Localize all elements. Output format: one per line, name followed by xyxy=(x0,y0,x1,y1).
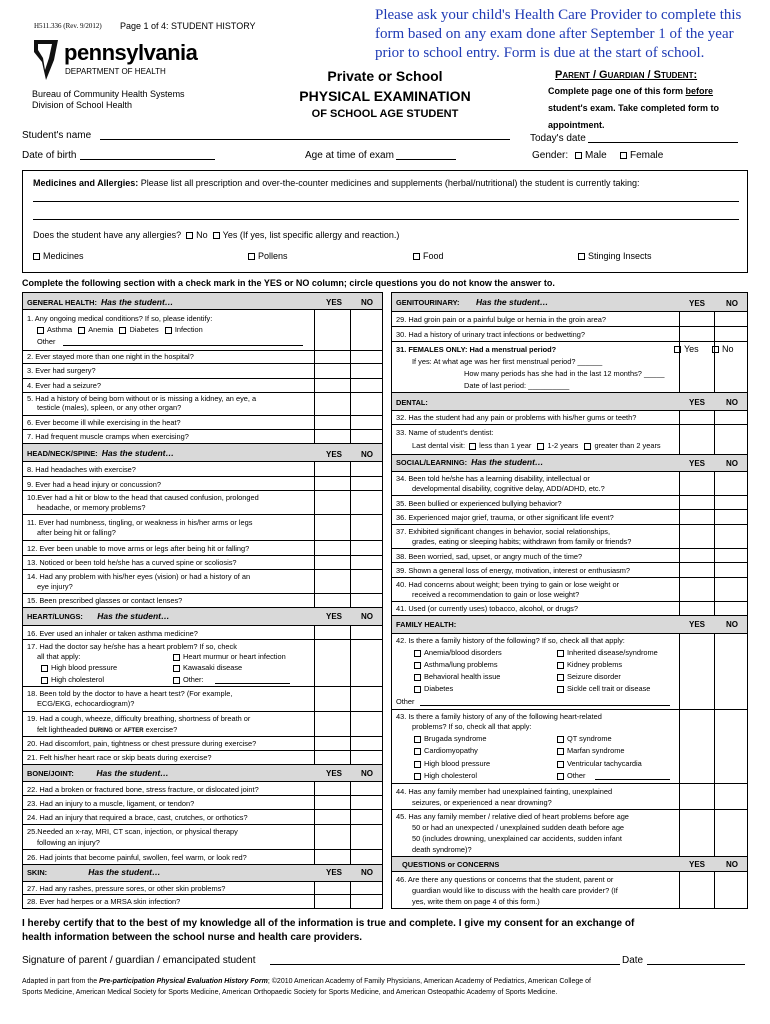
allergy-yes-label: Yes (If yes, list specific allergy and reaction.) xyxy=(222,230,400,240)
q31-no[interactable] xyxy=(712,344,734,354)
q17-opt[interactable] xyxy=(173,663,242,672)
q42-opt[interactable] xyxy=(557,672,621,681)
allergy-pollens[interactable] xyxy=(248,251,288,261)
pgs-before: before xyxy=(685,86,714,96)
q43-opt[interactable] xyxy=(414,734,486,743)
allergy-opt-label: Medicines xyxy=(43,251,84,261)
med-line-1[interactable] xyxy=(33,201,739,202)
sl-text: SOCIAL/LEARNING: xyxy=(396,458,468,467)
yes-col: YES xyxy=(688,459,705,468)
skin-label xyxy=(27,868,160,877)
q46: guardian would like to discuss with the health care provider? (If xyxy=(412,886,618,895)
q17-opt-label: High blood pressure xyxy=(51,663,118,672)
q33-opt: 1-2 years xyxy=(547,441,579,450)
med-line-2[interactable] xyxy=(33,219,739,220)
heart-lungs-label xyxy=(27,612,169,621)
logo-text: pennsylvania xyxy=(64,40,198,65)
q31-yes-label: Yes xyxy=(684,344,699,354)
dob-label: Date of birth xyxy=(22,150,77,161)
q2: 2. Ever stayed more than one night in the hospital? xyxy=(27,352,194,361)
division: Division of School Health xyxy=(32,100,133,110)
q37: grades, eating or sleeping habits; withdrawn from family or friends? xyxy=(412,537,632,546)
social-learning-label xyxy=(396,458,543,467)
q24: 24. Had an injury that required a brace, cast, crutches, or orthotics? xyxy=(27,813,248,822)
has-student: Has the student… xyxy=(471,457,544,467)
q43-opt-label: Ventricular tachycardia xyxy=(567,759,642,768)
adapted-pre: Adapted in part from the xyxy=(22,978,100,985)
q11: 11. Ever had numbness, tingling, or weakness in his/her arms or legs xyxy=(27,518,253,527)
dental-1to2-checkbox[interactable] xyxy=(537,443,544,450)
q1-opt: Infection xyxy=(174,325,203,334)
q15: 15. Been prescribed glasses or contact lenses? xyxy=(27,596,183,605)
q21: 21. Felt his/her heart race or skip beats during exercise? xyxy=(27,753,212,762)
q31: 31. FEMALES ONLY: Had a menstrual period? xyxy=(396,345,557,354)
questions-concerns-label: QUESTIONS or CONCERNS xyxy=(402,860,500,869)
q1: 1. Any ongoing medical conditions? If so, please identify: xyxy=(27,314,213,323)
logo-sub: DEPARTMENT OF HEALTH xyxy=(65,67,166,76)
title-2: PHYSICAL EXAMINATION xyxy=(299,88,471,104)
q1-options[interactable] xyxy=(37,325,203,334)
q31b: How many periods has she had in the last 12 months? _____ xyxy=(464,369,665,378)
gh-text: GENERAL HEALTH: xyxy=(27,298,97,307)
q43-opt[interactable] xyxy=(557,771,585,780)
q42-opt-label: Kidney problems xyxy=(567,660,623,669)
allergy-food[interactable] xyxy=(413,251,444,261)
todays-date-field[interactable] xyxy=(588,142,738,143)
allergy-no-label: No xyxy=(196,230,208,240)
has-student: Has the student… xyxy=(101,448,175,458)
q1-opt: Diabetes xyxy=(129,325,159,334)
has-student: Has the student… xyxy=(101,297,174,307)
q40: 40. Had concerns about weight; been trying to gain or lose weight or xyxy=(396,580,620,589)
signature-label: Signature of parent / guardian / emancipated student xyxy=(22,955,256,966)
q1-other-field[interactable] xyxy=(63,345,303,346)
q42-opt-label: Behavioral health issue xyxy=(424,672,501,681)
bj-text: BONE/JOINT: xyxy=(27,769,74,778)
yes-col: YES xyxy=(325,450,342,459)
right-history-table xyxy=(391,292,748,909)
q3: 3. Ever had surgery? xyxy=(27,366,96,375)
yes-col: YES xyxy=(688,398,705,407)
q45: 45. Has any family member / relative died of heart problems before age xyxy=(396,812,629,821)
bureau: Bureau of Community Health Systems xyxy=(32,89,185,99)
pgs-1: Complete page one of this form xyxy=(548,86,686,96)
no-col: NO xyxy=(726,398,738,407)
female-checkbox[interactable] xyxy=(620,150,663,161)
q7: 7. Had frequent muscle cramps when exercising? xyxy=(27,432,189,441)
no-col: NO xyxy=(726,620,738,629)
genitourinary-label xyxy=(396,298,548,307)
q42-other-field[interactable] xyxy=(420,705,670,706)
q8: 8. Had headaches with exercise? xyxy=(27,465,136,474)
q26: 26. Had joints that become painful, swollen, feel warm, or look red? xyxy=(27,853,247,862)
head-neck-label xyxy=(27,449,174,458)
q43-opt-label: Cardiomyopathy xyxy=(424,746,478,755)
no-col: NO xyxy=(726,459,738,468)
q42-opt[interactable] xyxy=(557,648,658,657)
has-student: Has the student… xyxy=(88,867,161,877)
q14: eye injury? xyxy=(37,582,73,591)
q32: 32. Has the student had any pain or problems with his/her gums or teeth? xyxy=(396,413,637,422)
q36: 36. Experienced major grief, trauma, or other significant life event? xyxy=(396,513,614,522)
dental-label: DENTAL: xyxy=(396,398,428,407)
q31c: Date of last period: __________ xyxy=(464,381,570,390)
q17-other-field[interactable] xyxy=(215,683,290,684)
q40: received a recommendation to gain or lose weight? xyxy=(412,590,580,599)
no-col: NO xyxy=(361,612,373,621)
q25: 25.Needed an x-ray, MRI, CT scan, injection, or physical therapy xyxy=(27,827,238,836)
family-health-label: FAMILY HEALTH: xyxy=(396,620,457,629)
page-label: Page 1 of 4: STUDENT HISTORY xyxy=(120,21,256,31)
q13: 13. Noticed or been told he/she has a curved spine or scoliosis? xyxy=(27,558,237,567)
q42-opt-label: Asthma/lung problems xyxy=(424,660,498,669)
general-health-label xyxy=(27,298,173,307)
q46: yes, write them on page 4 of this form.) xyxy=(412,897,540,906)
male-label: Male xyxy=(585,150,607,161)
q33-opt: greater than 2 years xyxy=(594,441,661,450)
q10: headache, or memory problems? xyxy=(37,503,146,512)
yes-col: YES xyxy=(325,769,342,778)
q45: 50 or had an unexpected / unexplained sudden death before age xyxy=(412,823,625,832)
q43: 43. Is there a family history of any of the following heart-related xyxy=(396,712,602,721)
pa-keystone-logo-icon xyxy=(32,40,60,80)
q43-opt[interactable] xyxy=(414,771,477,780)
allergy-q: Does the student have any allergies? xyxy=(33,230,182,240)
med-text: Please list all prescription and over-the-counter medicines and supplements (herbal/nutritional) the student is currently taking: xyxy=(138,178,640,188)
signature-field[interactable] xyxy=(270,964,620,965)
yes-col: YES xyxy=(325,868,342,877)
q37: 37. Exhibited significant changes in behavior, social relationships, xyxy=(396,527,611,536)
no-col: NO xyxy=(726,860,738,869)
q17: 17. Had the doctor say he/she has a heart problem? If so, check xyxy=(27,642,237,651)
q17-opt-label: Other: xyxy=(183,675,204,684)
q18: 18. Been told by the doctor to have a heart test? (For example, xyxy=(27,689,233,698)
q9: 9. Ever had a head injury or concussion? xyxy=(27,480,161,489)
date-field[interactable] xyxy=(647,964,745,965)
q6: 6. Ever become ill while exercising in the heat? xyxy=(27,418,181,427)
student-name-label: Student's name xyxy=(22,130,92,141)
q43-opt-label: Other xyxy=(567,771,586,780)
q42-opt-label: Seizure disorder xyxy=(567,672,621,681)
allergy-opt-label: Stinging Insects xyxy=(588,251,652,261)
q19 xyxy=(37,725,177,736)
q42-opt-label: Sickle cell trait or disease xyxy=(567,684,651,693)
q42-opt[interactable] xyxy=(414,684,453,693)
dental-lt1-checkbox[interactable] xyxy=(469,443,476,450)
q17-opt-label: Heart murmur or heart infection xyxy=(183,652,286,661)
q43-opt-label: QT syndrome xyxy=(567,734,612,743)
adapted-post: ; ©2010 American Academy of Family Physicians, American Academy of Pediatrics, American College of xyxy=(267,978,591,985)
adapted-title: Pre-participation Physical Evaluation History Form xyxy=(99,978,268,985)
q1-other: Other xyxy=(37,337,56,346)
allergy-opt-label: Food xyxy=(423,251,444,261)
yes-col: YES xyxy=(325,612,342,621)
has-student: Has the student… xyxy=(97,611,170,621)
q45: death syndrome)? xyxy=(412,845,472,854)
left-history-table xyxy=(22,292,383,909)
q31-yes[interactable] xyxy=(674,344,699,354)
q38: 38. Been worried, sad, upset, or angry much of the time? xyxy=(396,552,583,561)
q25: following an injury? xyxy=(37,838,100,847)
q17: all that apply: xyxy=(37,652,81,661)
pgs-head: Parent / Guardian / Student: xyxy=(555,69,698,81)
q31-no-label: No xyxy=(722,344,734,354)
date-label: Date xyxy=(622,955,644,966)
q42-opt[interactable] xyxy=(557,660,622,669)
notice xyxy=(375,6,741,63)
q46: 46. Are there any questions or concerns that the student, parent or xyxy=(396,875,614,884)
q33: 33. Name of student's dentist: xyxy=(396,428,494,437)
q43-opt-label: Brugada syndrome xyxy=(424,734,487,743)
hl-text: HEART/LUNGS: xyxy=(27,612,83,621)
q20: 20. Had discomfort, pain, tightness or chest pressure during exercise? xyxy=(27,739,257,748)
q42-opt-label: Inherited disease/syndrome xyxy=(567,648,658,657)
hn-text: HEAD/NECK/SPINE: xyxy=(27,449,98,458)
q19-part: felt lightheaded xyxy=(37,725,90,734)
q35: 35. Been bullied or experienced bullying behavior? xyxy=(396,499,562,508)
q30: 30. Had a history of urinary tract infections or bedwetting? xyxy=(396,330,585,339)
q33-visit xyxy=(412,441,661,450)
q43-opt-label: Marfan syndrome xyxy=(567,746,625,755)
notice-line: Please ask your child's Health Care Provider to complete this xyxy=(375,7,742,23)
q27: 27. Had any rashes, pressure sores, or other skin problems? xyxy=(27,884,226,893)
notice-line: form based on any exam done after September 1 of the year xyxy=(375,26,734,42)
q29: 29. Had groin pain or a painful bulge or hernia in the groin area? xyxy=(396,315,606,324)
age-field[interactable] xyxy=(396,159,456,160)
notice-line: prior to school entry. Form is due at the start of school. xyxy=(375,45,705,61)
q42-opt[interactable] xyxy=(414,672,500,681)
q42-opt[interactable] xyxy=(557,684,650,693)
dob-field[interactable] xyxy=(80,159,215,160)
q17-opt-label: High cholesterol xyxy=(51,675,104,684)
q34: developmental disability, cognitive delay, ADD/ADHD, etc.? xyxy=(412,484,605,493)
q17-opt[interactable] xyxy=(173,675,204,684)
q17-opt-label: Kawasaki disease xyxy=(183,663,243,672)
q19-part: DURING xyxy=(89,728,113,734)
q44: seizures, or experienced a near drowning? xyxy=(412,798,552,807)
yes-col: YES xyxy=(688,620,705,629)
q5: testicle (males), spleen, or any other organ? xyxy=(37,403,182,412)
q45: 50 (includes drowning, unexplained car accidents, sudden infant xyxy=(412,834,622,843)
no-col: NO xyxy=(361,298,373,307)
q4: 4. Ever had a seizure? xyxy=(27,381,101,390)
q43: problems? If so, check all that apply: xyxy=(412,722,532,731)
certify-line-2: health information between the school nurse and health care providers. xyxy=(22,932,363,943)
q43-opt[interactable] xyxy=(557,734,612,743)
q18: ECG/EKG, echocardiogram)? xyxy=(37,699,135,708)
q43-opt-label: High blood pressure xyxy=(424,759,491,768)
q28: 28. Ever had herpes or a MRSA skin infection? xyxy=(27,897,181,906)
allergy-opt-label: Pollens xyxy=(258,251,288,261)
yes-col: YES xyxy=(688,860,705,869)
male-checkbox[interactable] xyxy=(575,150,607,161)
allergy-no-checkbox[interactable] xyxy=(186,232,193,239)
age-label: Age at time of exam xyxy=(305,150,394,161)
title-1: Private or School xyxy=(327,68,443,84)
instructions: Complete the following section with a check mark in the YES or NO column; circle questions you do not know the answer to. xyxy=(22,278,555,288)
pgs-3: appointment. xyxy=(548,120,605,130)
gender-label: Gender: xyxy=(532,150,569,161)
q42-opt-label: Diabetes xyxy=(424,684,454,693)
q42-other: Other xyxy=(396,697,415,706)
q43-opt[interactable] xyxy=(557,746,625,755)
q11: after being hit or falling? xyxy=(37,528,116,537)
q10: 10.Ever had a hit or blow to the head that caused confusion, prolonged xyxy=(27,493,259,502)
student-name-field[interactable] xyxy=(100,139,510,140)
bone-joint-label xyxy=(27,769,169,778)
pgs-2: student's exam. Take completed form to xyxy=(548,103,720,113)
q42-opt[interactable] xyxy=(414,660,498,669)
gu-text: GENITOURINARY: xyxy=(396,298,460,307)
q19-part: AFTER xyxy=(123,728,144,734)
q43-opt[interactable] xyxy=(557,759,642,768)
todays-date-label: Today's date xyxy=(530,133,586,144)
q17-opt[interactable] xyxy=(41,675,104,684)
q23: 23. Had an injury to a muscle, ligament, or tendon? xyxy=(27,799,195,808)
q42-opt[interactable] xyxy=(414,648,502,657)
q19: 19. Had a cough, wheeze, difficulty breathing, shortness of breath or xyxy=(27,714,251,723)
no-col: NO xyxy=(726,299,738,308)
q44: 44. Has any family member had unexplained fainting, unexplained xyxy=(396,787,613,796)
q17-opt[interactable] xyxy=(173,652,286,661)
q42-opt-label: Anemia/blood disorders xyxy=(424,648,502,657)
q1-opt: Anemia xyxy=(88,325,114,334)
has-student: Has the student… xyxy=(475,297,549,307)
q5: 5. Had a history of being born without or is missing a kidney, an eye, a xyxy=(27,394,257,403)
yes-col: YES xyxy=(325,298,342,307)
allergy-yes-checkbox[interactable] xyxy=(213,232,220,239)
q31a: If yes: At what age was her first menstrual period? ______ xyxy=(412,357,603,366)
title-3: OF SCHOOL AGE STUDENT xyxy=(311,108,459,120)
q16: 16. Ever used an inhaler or taken asthma medicine? xyxy=(27,629,198,638)
q19-part: exercise? xyxy=(143,725,178,734)
no-col: NO xyxy=(361,868,373,877)
q22: 22. Had a broken or fractured bone, stress fracture, or dislocated joint? xyxy=(27,785,259,794)
no-col: NO xyxy=(361,450,373,459)
medicines-box xyxy=(22,170,748,273)
q41: 41. Used (or currently uses) tobacco, alcohol, or drugs? xyxy=(396,604,578,613)
q43-opt-label: High cholesterol xyxy=(424,771,477,780)
q42: 42. Is there a family history of the following? If so, check all that apply: xyxy=(396,636,625,645)
q19-part: or xyxy=(112,725,124,734)
q43-other-field[interactable] xyxy=(595,779,670,780)
q43-opt[interactable] xyxy=(414,759,490,768)
yes-col: YES xyxy=(688,299,705,308)
has-student: Has the student… xyxy=(96,768,169,778)
q39: 39. Shown a general loss of energy, motivation, interest or enthusiasm? xyxy=(396,566,631,575)
certify-line-1: I hereby certify that to the best of my knowledge all of the information is true and complete. I give my consent for an exchange of xyxy=(22,918,635,929)
no-col: NO xyxy=(361,769,373,778)
q1-opt: Asthma xyxy=(47,325,73,334)
allergy-medicines[interactable] xyxy=(33,251,84,261)
allergy-question xyxy=(33,230,399,240)
q33-opt: less than 1 year xyxy=(479,441,532,450)
q14: 14. Had any problem with his/her eyes (vision) or had a history of an xyxy=(27,572,251,581)
q12: 12. Ever been unable to move arms or legs after being hit or falling? xyxy=(27,544,250,553)
dental-gt2-checkbox[interactable] xyxy=(584,443,591,450)
sk-text: SKIN: xyxy=(27,868,48,877)
q34: 34. Been told he/she has a learning disability, intellectual or xyxy=(396,474,590,483)
q43-opt[interactable] xyxy=(414,746,478,755)
allergy-stinging-insects[interactable] xyxy=(578,251,652,261)
form-id: H511.336 (Rev. 9/2012) xyxy=(34,22,102,30)
q33b: Last dental visit: xyxy=(412,441,465,450)
adapted-footnote xyxy=(22,976,752,998)
med-head: Medicines and Allergies: xyxy=(33,178,139,188)
adapted-2: Sports Medicine, American Medical Society for Sports Medicine, American Orthopaedic Society for Sports Medicine, and American Osteopathic Academy of Sports Medicine. xyxy=(22,989,558,996)
q17-opt[interactable] xyxy=(41,663,117,672)
med-heading xyxy=(33,178,639,188)
female-label: Female xyxy=(630,150,664,161)
pgs-line-1 xyxy=(548,86,713,96)
